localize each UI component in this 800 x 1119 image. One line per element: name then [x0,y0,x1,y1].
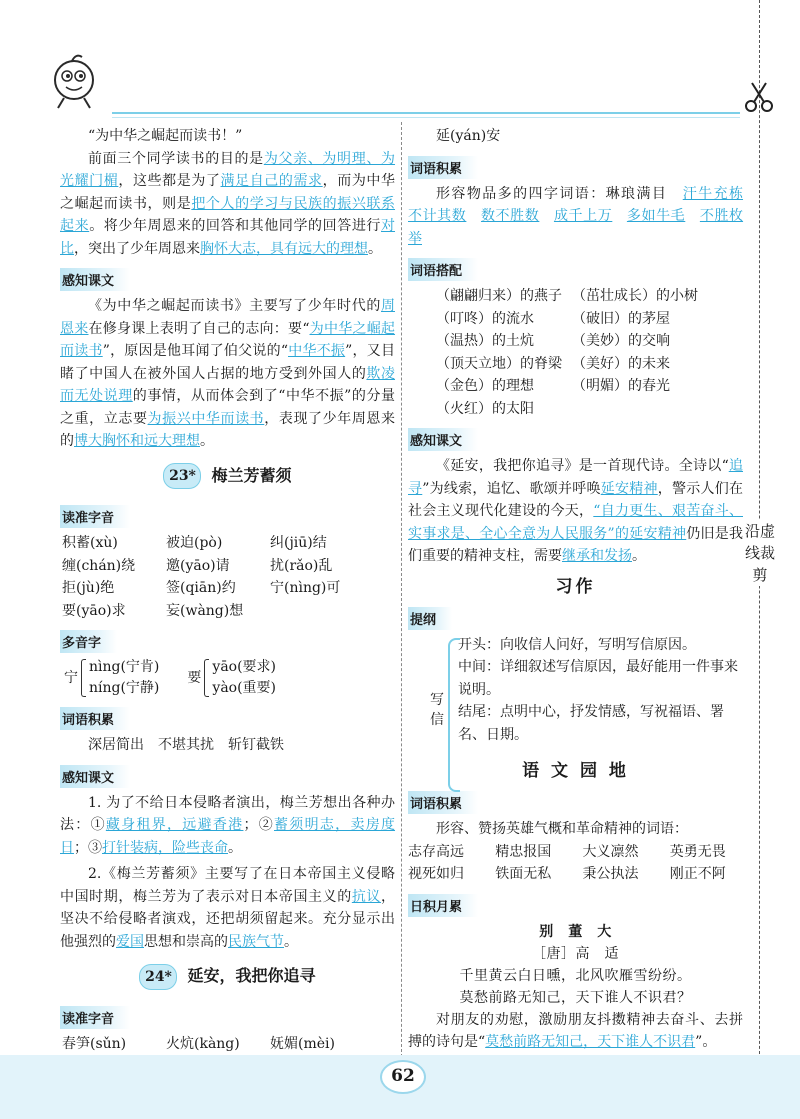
section-heading: 词语积累 [408,156,478,179]
polyphone-item: 宁 nìng(宁肯) níng(宁静) [64,659,160,696]
collocation-list: （翩翩归来）的燕子 （茁壮成长）的小树 （叮咚）的流水 （破旧）的茅屋 （温热）的土炕 （美妙）的交响 （顶天立地）的脊梁 （美好）的未来 （金色）的理想 （明媚）的春光 （火红）的太阳 [436,288,698,417]
paragraph-poem: 对朋友的劝慰，激励朋友抖擞精神去奋斗、去拼搏的诗句是“莫愁前路无知己，天下谁人不识君”。 [408,1011,743,1050]
garden-title: 语 文 园 地 [522,761,629,781]
writing-title: 习作 [555,576,596,597]
lesson-title: 24* 延安，我把你追寻 [60,963,395,990]
paragraph-mei: 2.《梅兰芳蓄须》主要写了在日本帝国主义侵略中国时期，梅兰芳为了表示对日本帝国主义的抗议，坚决不给侵略者演戏，还把胡须留起来。充分显示出他强烈的爱国思想和崇高的民族气节。 [60,866,396,950]
section-heading: 读准字音 [60,505,130,528]
cut-label: 沿虚线裁剪 [744,522,775,584]
paragraph-purpose: 前面三个同学读书的目的是为父亲、为明理、为光耀门楣，这些都是为了满足自己的需求，而为中华之崛起而读书，则是把个人的学习与民族的振兴联系起来。将少年周恩来的回答和其他同学的回答进行对比，突出了少年周恩来胸怀大志，具有远大的理想。 [60,150,396,257]
section-heading: 感知课文 [60,765,130,788]
left-column [60,125,395,1055]
outline-item: 中间：详细叙述写信原因，最好能用一件事来说明。 [458,659,738,698]
poem-title: 别 董 大 [539,923,612,940]
section-heading: 词语搭配 [408,258,478,281]
writing-outline [408,634,743,747]
poem-line: 莫愁前路无知己，天下谁人不识君？ [459,989,692,1006]
words-line: 深居简出 不堪其扰 斩钉截铁 [88,737,284,753]
quote-line: “为中华之崛起而读书！” [88,128,243,144]
heroic-words: 志存高远 精忠报国 大义凛然 英勇无畏 视死如归 铁面无私 秉公执法 刚正不阿 [408,843,726,882]
lesson-number: 24* [139,964,177,990]
scissors-icon [742,80,776,114]
page-number: 62 [380,1060,426,1094]
mascot-icon [44,52,108,112]
header-rule-thin [112,117,740,118]
section-heading: 多音字 [60,630,117,653]
lesson-title: 23* 梅兰芳蓄须 [60,463,395,490]
polyphone-block [60,657,395,699]
right-column [408,125,743,1054]
section-heading: 提纲 [408,607,452,630]
page-header [0,0,800,118]
pinyin-list: 积蓄(xù) 被迫(pò) 纠(jiū)结 缠(chán)绕 邀(yāo)请 扰(rǎo)乱 拒(jù)绝 签(qiān)约 宁(nìng)可 要(yāo)求 妄(wàng)想 [62,535,341,619]
paragraph-yanan: 《延安，我把你追寻》是一首现代诗。全诗以“追寻”为线索，追忆、歌颂并呼唤延安精神，警示人们在社会主义现代化建设的今天，“自力更生、艰苦奋斗、实事求是、全心全意为人民服务”的延安精神仍旧是我们重要的精神支柱，需要继承和发扬。 [408,458,744,564]
paragraph-words: 形容物品多的四字词语：琳琅满目 汗牛充栋 不计其数 数不胜数 成千上万 多如牛毛 不胜枚举 [408,185,744,247]
outline-label: 写信 [430,691,444,728]
section-heading: 词语积累 [60,707,130,730]
section-heading: 词语积累 [408,791,478,814]
polyphone-item: 要 yāo(要求) yào(重要) [187,659,277,696]
poem-line: 千里黄云白日曛，北风吹雁雪纷纷。 [459,967,692,984]
lesson-number: 23* [163,463,201,489]
poem-author: ［唐］高 适 [532,945,619,962]
paragraph-summary: 《为中华之崛起而读书》主要写了少年时代的周恩来在修身课上表明了自己的志向：要“为中华之崛起而读书”，原因是他耳闻了伯父说的“中华不振”，又目睹了中国人在被外国人占据的地方受到外国人的欺凌而无处说理的事情，从而体会到了“中华不振”的分量之重，立志要为振兴中华而读书，表现了少年周恩来的博大胸怀和远大理想。 [60,298,396,449]
outline-item: 开头：向收信人问好，写明写信原因。 [458,636,696,653]
pinyin-line: 延(yán)安 [436,128,501,144]
paragraph-methods: 1. 为了不给日本侵略者演出，梅兰芳想出各种办法：①藏身租界，远避香港；②蓄须明志，卖房度日；③打针装病，险些丧命。 [60,794,396,856]
column-divider [401,122,402,1067]
pinyin-list: 春笋(sǔn) 火炕(kàng) 妩媚(mèi) [62,1035,335,1052]
outline-item: 结尾：点明中心，抒发情感，写祝福语、署名、日期。 [458,704,724,743]
brace-icon [448,638,460,792]
section-heading: 读准字音 [60,1006,130,1029]
section-heading: 感知课文 [60,268,130,291]
section-heading: 感知课文 [408,428,478,451]
paragraph-heroic: 形容、赞扬英雄气概和革命精神的词语： [436,821,688,837]
section-heading: 日积月累 [408,894,478,917]
header-rule [112,112,740,114]
